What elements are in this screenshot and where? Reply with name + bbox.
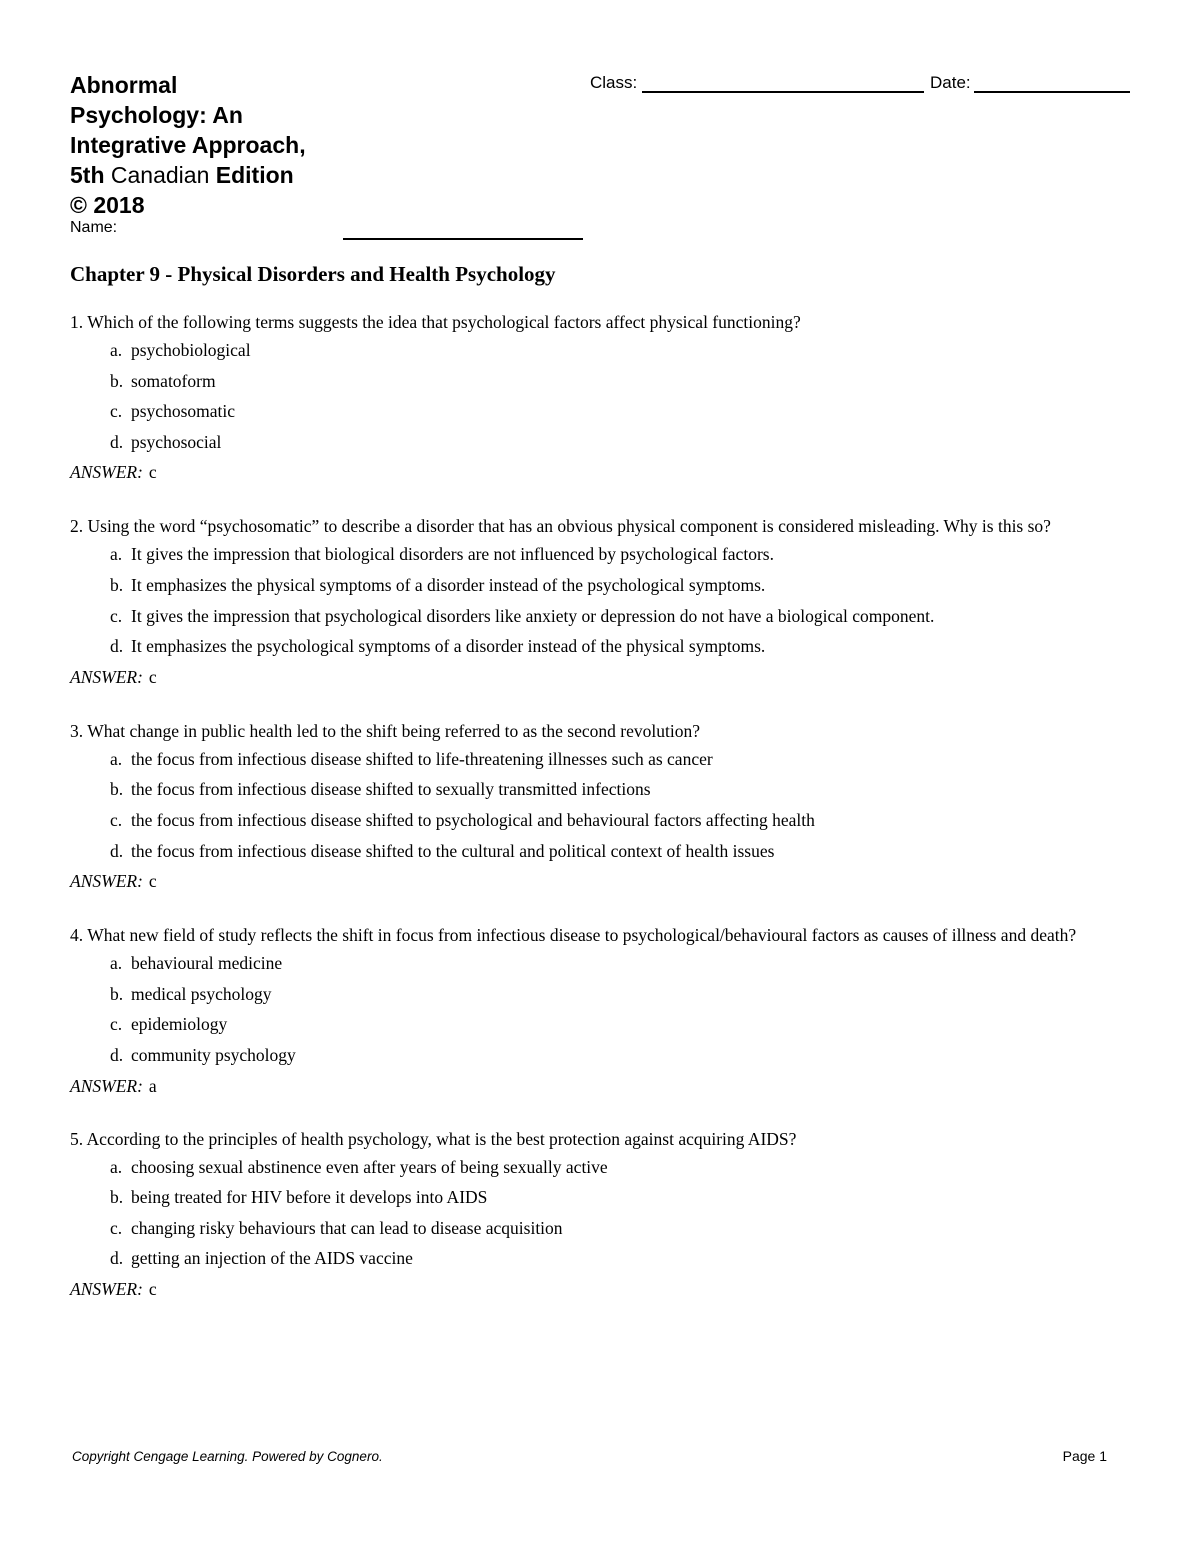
answer-row — [70, 1277, 1140, 1301]
question-number: 3. — [70, 720, 84, 741]
option-letter: c. — [110, 1014, 123, 1035]
option-text: It emphasizes the psychological symptoms of a disorder instead of the physical symptoms. — [131, 636, 766, 657]
option-c — [70, 1216, 1140, 1240]
name-field[interactable] — [343, 238, 583, 240]
answer-value: a — [148, 1075, 157, 1096]
answer-value: c — [148, 666, 157, 687]
option-text: psychobiological — [131, 340, 251, 360]
answer-value: c — [148, 462, 157, 483]
option-text: the focus from infectious disease shifted to psychological and behavioural factors affecting health — [131, 809, 815, 830]
answer-label: ANSWER: — [70, 1075, 143, 1096]
question-prompt: What change in public health led to the shift being referred to as the second revolution? — [87, 720, 700, 741]
option-text: somatoform — [131, 370, 216, 391]
date-label: Date: — [930, 73, 971, 92]
option-letter: d. — [110, 840, 124, 861]
option-letter: b. — [110, 370, 124, 391]
footer-copyright: Copyright Cengage Learning. Powered by Cognero. — [72, 1449, 383, 1464]
question-number: 5. — [70, 1128, 84, 1149]
option-d — [70, 1246, 1140, 1270]
option-a — [70, 951, 1140, 975]
option-text: epidemiology — [131, 1014, 228, 1035]
option-b — [70, 369, 1140, 393]
option-a — [70, 338, 1140, 362]
question-list — [70, 310, 1140, 1301]
option-list — [70, 747, 1140, 863]
option-letter: d. — [110, 1044, 124, 1065]
answer-row — [70, 665, 1140, 689]
question-4 — [70, 923, 1140, 1097]
chapter-title: Chapter 9 - Physical Disorders and Health Psychology — [70, 262, 556, 286]
question-text — [70, 923, 1140, 947]
date-field[interactable] — [974, 91, 1130, 93]
answer-label: ANSWER: — [70, 666, 143, 687]
answer-value: c — [148, 871, 157, 892]
option-letter: a. — [110, 340, 123, 360]
book-title-line: Integrative Approach, — [70, 132, 306, 158]
answer-row — [70, 1074, 1140, 1098]
question-number: 1. — [70, 312, 84, 332]
option-letter: c. — [110, 401, 123, 422]
option-list — [70, 1155, 1140, 1271]
option-a — [70, 542, 1140, 566]
option-a — [70, 747, 1140, 771]
option-text: changing risky behaviours that can lead to disease acquisition — [131, 1217, 563, 1238]
option-text: medical psychology — [131, 983, 272, 1004]
question-3 — [70, 719, 1140, 893]
option-d — [70, 1043, 1140, 1067]
option-text: behavioural medicine — [131, 953, 283, 974]
option-b — [70, 573, 1140, 597]
option-d — [70, 634, 1140, 658]
question-text — [70, 514, 1140, 538]
copyright-year: © 2018 — [70, 192, 145, 218]
name-label: Name: — [70, 219, 118, 236]
edition-number: 5th — [70, 162, 105, 188]
question-5 — [70, 1127, 1140, 1301]
option-list — [70, 542, 1140, 658]
option-letter: a. — [110, 544, 123, 565]
option-letter: a. — [110, 1156, 123, 1177]
option-text: being treated for HIV before it develops into AIDS — [131, 1187, 488, 1208]
option-list — [70, 951, 1140, 1067]
option-text: the focus from infectious disease shifted to the cultural and political context of health issues — [131, 840, 775, 861]
option-letter: d. — [110, 1248, 124, 1269]
option-letter: c. — [110, 1217, 123, 1238]
option-letter: d. — [110, 431, 124, 452]
option-text: It emphasizes the physical symptoms of a disorder instead of the psychological symptoms. — [131, 574, 766, 595]
answer-label: ANSWER: — [70, 871, 143, 892]
page-number: Page 1 — [1062, 1448, 1107, 1464]
option-letter: b. — [110, 779, 124, 800]
option-text: the focus from infectious disease shifted to life-threatening illnesses such as cancer — [131, 748, 713, 769]
option-text: It gives the impression that biological disorders are not influenced by psychological factors. — [131, 544, 774, 565]
option-text: community psychology — [131, 1044, 296, 1065]
book-title-line — [70, 160, 340, 190]
edition-word: Edition — [215, 162, 294, 188]
option-letter: b. — [110, 1187, 124, 1208]
book-title-line: Abnormal — [70, 72, 178, 98]
option-c — [70, 808, 1140, 832]
option-letter: c. — [110, 809, 123, 830]
answer-row — [70, 460, 1140, 484]
question-prompt: According to the principles of health psychology, what is the best protection against acquiring AIDS? — [86, 1128, 797, 1149]
question-2 — [70, 514, 1140, 688]
question-text — [70, 310, 1140, 334]
book-title — [70, 70, 340, 220]
option-text: psychosomatic — [131, 401, 236, 422]
question-text — [70, 719, 1140, 743]
option-b — [70, 1185, 1140, 1209]
question-prompt: Which of the following terms suggests the idea that psychological factors affect physical functioning? — [87, 312, 801, 332]
question-number: 2. — [70, 516, 84, 537]
answer-row — [70, 869, 1140, 893]
option-d — [70, 430, 1140, 454]
option-list — [70, 338, 1140, 454]
option-text: psychosocial — [131, 431, 222, 452]
option-c — [70, 399, 1140, 423]
option-letter: d. — [110, 636, 124, 657]
option-letter: c. — [110, 605, 123, 626]
edition-region: Canadian — [104, 162, 216, 188]
option-d — [70, 839, 1140, 863]
question-prompt: Using the word “psychosomatic” to describe a disorder that has an obvious physical component is considered misleading. Why is this so? — [87, 516, 1051, 537]
option-a — [70, 1155, 1140, 1179]
option-b — [70, 777, 1140, 801]
option-letter: b. — [110, 574, 124, 595]
option-c — [70, 604, 1140, 628]
option-text: the focus from infectious disease shifted to sexually transmitted infections — [131, 779, 651, 800]
question-prompt: What new field of study reflects the shift in focus from infectious disease to psychological/behavioural factors as causes of illness and death? — [87, 925, 1077, 946]
book-title-line: Psychology: An — [70, 102, 243, 128]
answer-value: c — [148, 1278, 157, 1299]
option-b — [70, 982, 1140, 1006]
class-field[interactable] — [642, 91, 924, 93]
option-c — [70, 1012, 1140, 1036]
option-text: choosing sexual abstinence even after years of being sexually active — [131, 1156, 608, 1177]
class-label: Class: — [590, 73, 638, 92]
option-letter: a. — [110, 748, 123, 769]
question-number: 4. — [70, 925, 84, 946]
question-text — [70, 1127, 1140, 1151]
option-letter: b. — [110, 983, 124, 1004]
answer-label: ANSWER: — [70, 1278, 143, 1299]
answer-label: ANSWER: — [70, 462, 143, 483]
option-letter: a. — [110, 953, 123, 974]
question-1 — [70, 310, 1140, 484]
option-text: getting an injection of the AIDS vaccine — [131, 1248, 413, 1269]
option-text: It gives the impression that psychological disorders like anxiety or depression do not have a biological component. — [131, 605, 935, 626]
